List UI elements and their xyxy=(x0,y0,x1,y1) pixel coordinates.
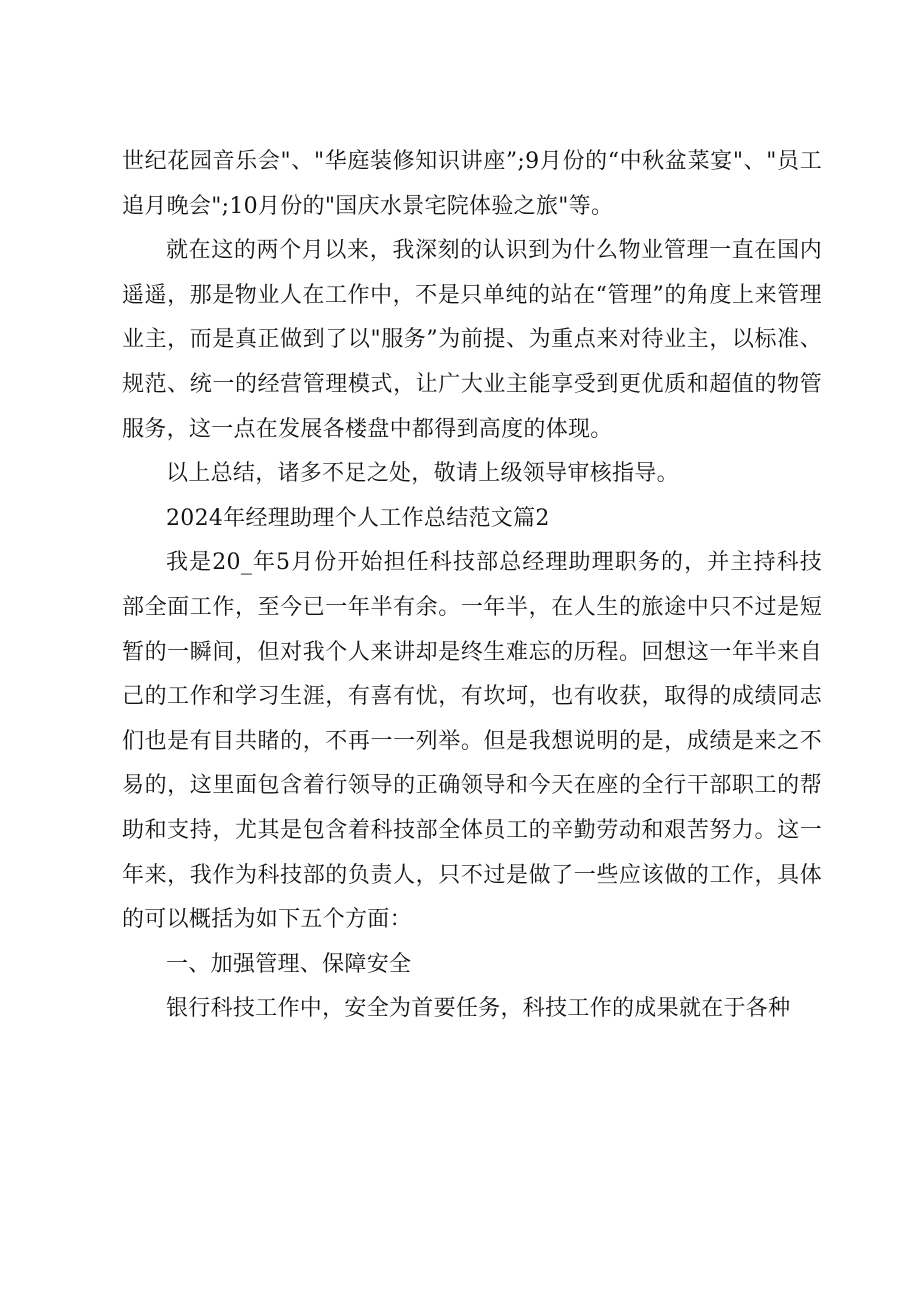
paragraph-continuation: 世纪花园音乐会"、"华庭装修知识讲座”;9月份的“中秋盆菜宴"、"员工追月晚会";10月份的"国庆水景宅院体验之旅"等。 xyxy=(122,149,822,219)
paragraph-closing: 以上总结，诸多不足之处，敬请上级领导审核指导。 xyxy=(166,461,679,487)
subheading-management-security: 一、加强管理、保障安全 xyxy=(166,951,412,977)
paragraph-property-management: 就在这的两个月以来，我深刻的认识到为什么物业管理一直在国内遥遥，那是物业人在工作中，不是只单纯的站在“管理”的角度上来管理业主，而是真正做到了以"服务”为前提、为重点来对待业主，以标准、规范、统一的经营管理模式，让广大业主能享受到更优质和超值的物管服务，这一点在发展各楼盘中都得到高度的体现。 xyxy=(122,238,822,442)
section-heading: 2024年经理助理个人工作总结范文篇2 xyxy=(166,505,550,531)
document-body xyxy=(122,140,822,1032)
paragraph-intro: 我是20_年5月份开始担任科技部总经理助理职务的，并主持科技部全面工作，至今已一年半有余。一年半，在人生的旅途中只不过是短暂的一瞬间，但对我个人来讲却是终生难忘的历程。回想这一年半来自己的工作和学习生涯，有喜有忧，有坎坷，也有收获，取得的成绩同志们也是有目共睹的，不再一一列举。但是我想说明的是，成绩是来之不易的，这里面包含着行领导的正确领导和今天在座的全行干部职工的帮助和支持，尤其是包含着科技部全体员工的辛勤劳动和艰苦努力。这一年来，我作为科技部的负责人，只不过是做了一些应该做的工作，具体的可以概括为如下五个方面： xyxy=(122,550,822,933)
paragraph-bank-tech: 银行科技工作中，安全为首要任务，科技工作的成果就在于各种 xyxy=(166,996,791,1022)
